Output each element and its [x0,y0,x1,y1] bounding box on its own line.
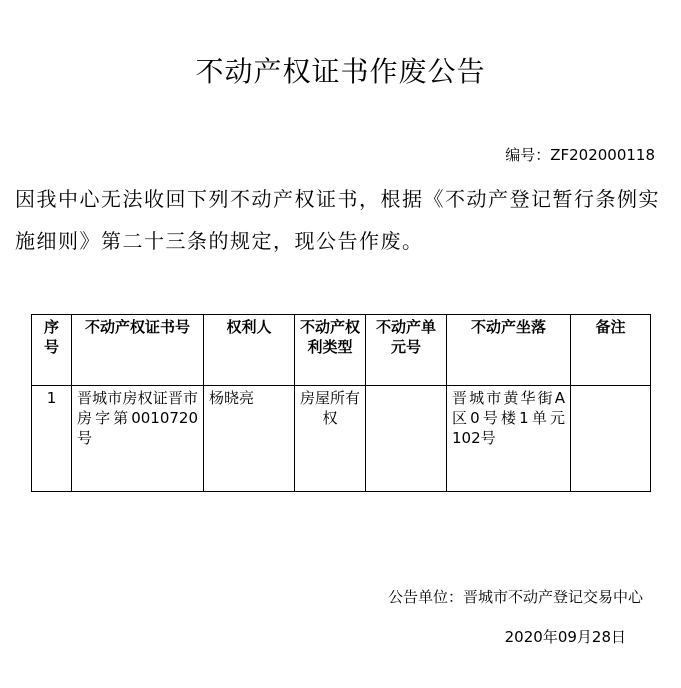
column-header-remarks: 备注 [571,315,651,386]
issuing-organization: 公告单位：晋城市不动产登记交易中心 [387,588,643,606]
column-header-holder: 权利人 [204,315,295,386]
column-header-seq: 序号 [32,315,72,386]
table-header-row [32,315,651,386]
cell-remarks [571,386,651,492]
cell-unit-no [366,386,447,492]
voided-certificates-table [31,314,651,492]
column-header-location: 不动产坐落 [447,315,571,386]
table-row [32,386,651,492]
notice-body-text: 因我中心无法收回下列不动产权证书，根据《不动产登记暂行条例实施细则》第二十三条的规定，现公告作废。 [15,187,660,253]
column-header-right-type: 不动产权利类型 [295,315,366,386]
cell-holder: 杨晓亮 [204,386,295,492]
document-serial-number: 编号：ZF202000118 [505,146,655,164]
column-header-unit-no: 不动产单元号 [366,315,447,386]
issue-date: 2020年09月28日 [504,628,626,646]
cell-location: 晋城市黄华街A区0号楼1单元102号 [447,386,571,492]
cell-right-type: 房屋所有权 [295,386,366,492]
cell-seq: 1 [32,386,72,492]
page-title: 不动产权证书作废公告 [195,55,486,88]
cell-cert-no: 晋城市房权证晋市房字第0010720号 [72,386,204,492]
column-header-cert-no: 不动产权证书号 [72,315,204,386]
